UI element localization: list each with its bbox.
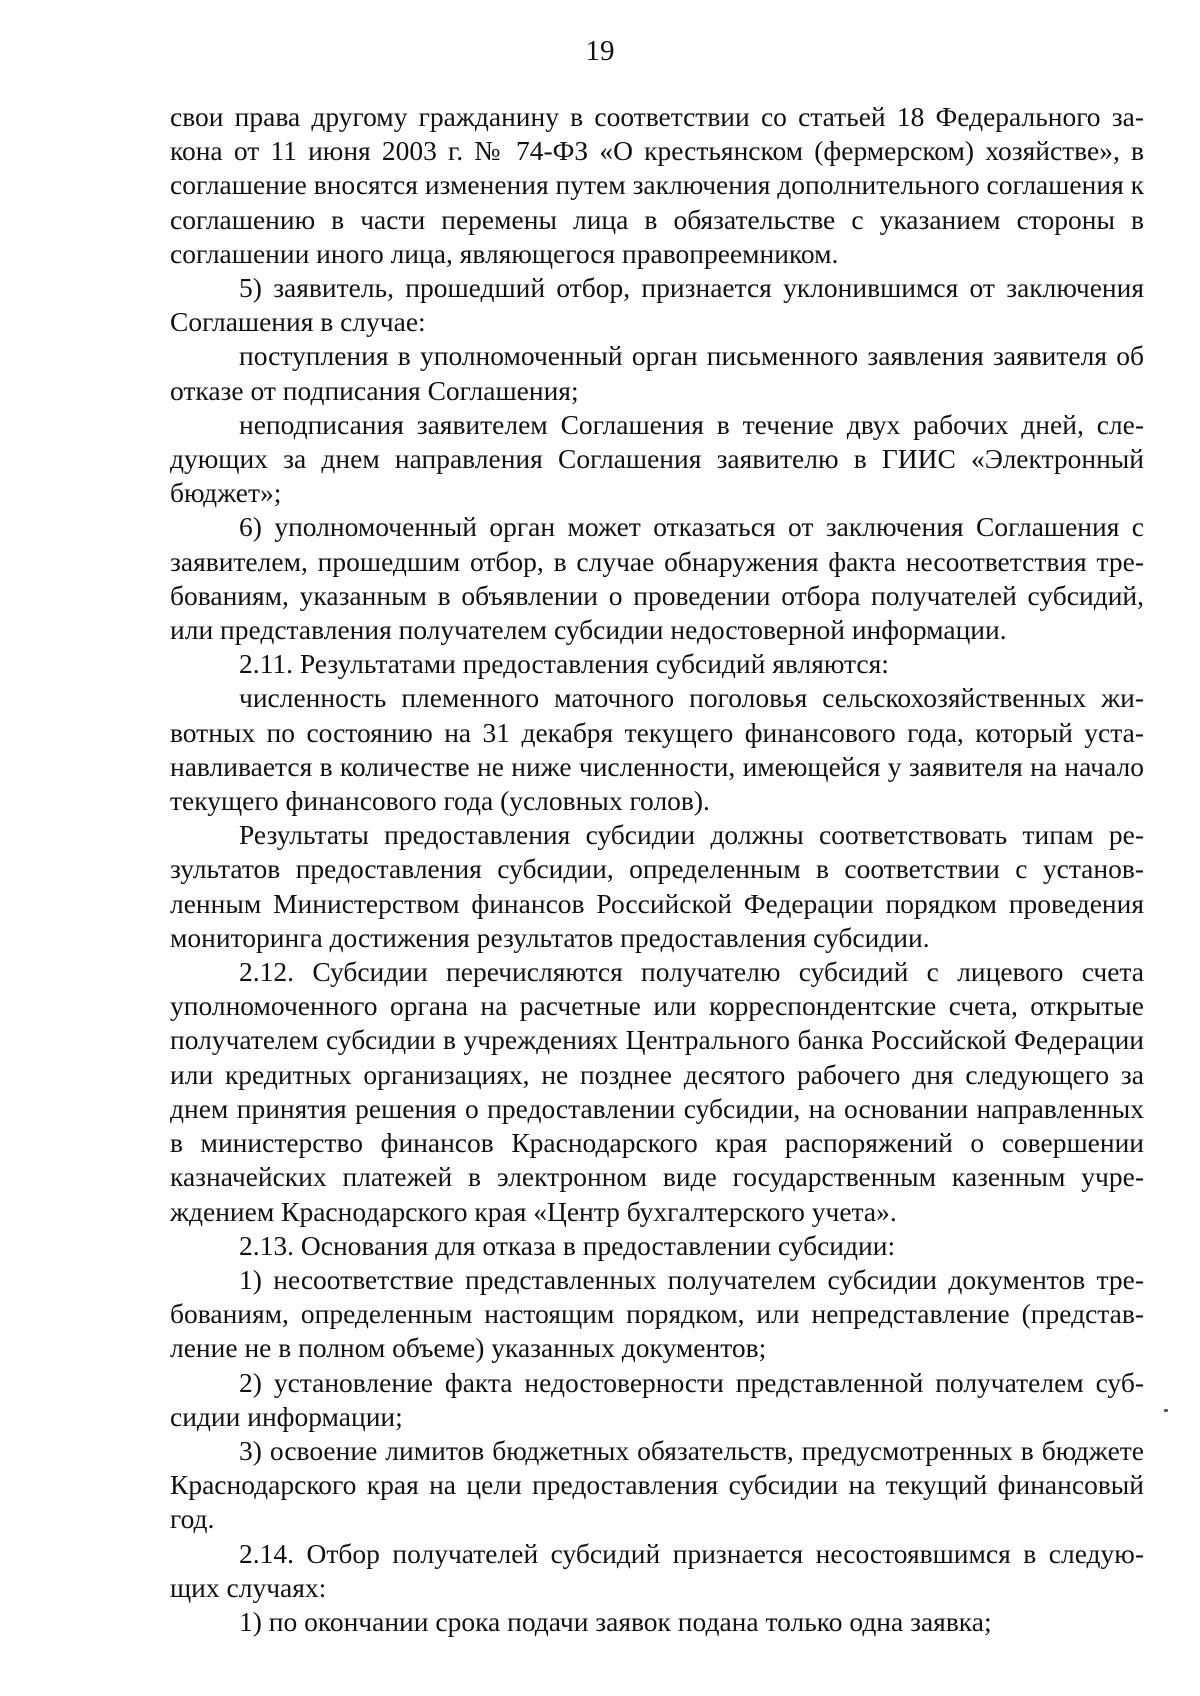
section-2-13-heading: 2.13. Основания для отказа в предоставлении субсидии: (239, 1229, 896, 1261)
paragraph-item-5-evasion: 5) заявитель, прошедший отбор, признается уклонившимся от заключения Соглашения в случае: (170, 272, 1144, 338)
paragraph-failed-selection-1: 1) по окончании срока подачи заявок подана только одна заявка; (239, 1605, 992, 1637)
scan-speck (1164, 1409, 1168, 1412)
page-number: 19 (585, 35, 615, 67)
paragraph-results-types: Результаты предоставления субсидии должны соответствовать типам результатов предоставления субсидии, определенным в соответствии с установленным Министерством финансов Российской Федерации порядком проведения мониторинга достижения результатов предоставления субсидии. (170, 819, 1144, 953)
section-2-11-heading: 2.11. Результатами предоставления субсидий являются: (239, 648, 889, 680)
paragraph-refusal-reason-2: 2) установление факта недостоверности представленной получателем субсидии информации; (170, 1366, 1144, 1432)
document-body (170, 100, 1144, 1639)
section-2-12: 2.12. Субсидии перечисляются получателю субсидий с лицевого счета уполномоченного органа на расчетные или корреспондентские счета, открытые получателем субсидии в учреждениях Центрального банка Российской Федерации или кредитных организациях, не позднее десятого рабочего дня следующего за днем принятия решения о предоставлении субсидии, на основании направленных в министерство финансов Краснодарского края распоряжений о совершении казначейских платежей в электронном виде государственным казенным учреждением Краснодарского края «Центр бухгалтерского учета». (170, 956, 1144, 1227)
paragraph-livestock-count: численность племенного маточного поголовья сельскохозяйственных животных по состоянию на 31 декабря текущего финансового года, который устанавливается в количестве не ниже численности, имеющейся у заявителя на начало текущего финансового года (условных голов). (170, 682, 1144, 817)
paragraph-item-6-refusal: 6) уполномоченный орган может отказаться от заключения Соглашения с заявителем, прошедшим отбор, в случае обнаружения факта несоответствия требованиям, указанным в объявлении о проведении отбора получателей субсидий, или представления получателем субсидии недостоверной информации. (170, 511, 1144, 646)
section-2-14-heading: 2.14. Отбор получателей субсидий признается несостоявшимся в следующих случаях: (170, 1537, 1144, 1603)
paragraph-non-signing: неподписания заявителем Соглашения в течение двух рабочих дней, следующих за днем направления Соглашения заявителю в ГИИС «Электронный бюджет»; (170, 408, 1144, 509)
paragraph-continuation: свои права другому гражданину в соответствии со статьей 18 Федерального закона от 11 июня 2003 г. № 74-ФЗ «О крестьянском (фермерском) хозяйстве», в соглашение вносятся изменения путем заключения дополнительного соглашения к соглашению в части перемены лица в обязательстве с указанием стороны в соглашении иного лица, являющегося правопреемником. (170, 101, 1144, 269)
paragraph-refusal-reason-3: 3) освоение лимитов бюджетных обязательств, предусмотренных в бюджете Краснодарского края на цели предоставления субсидии на текущий финансовый год. (170, 1434, 1144, 1535)
paragraph-refusal-reason-1: 1) несоответствие представленных получателем субсидии документов требованиям, определенным настоящим порядком, или непредставление (представление не в полном объеме) указанных документов; (170, 1263, 1144, 1364)
paragraph-refusal-application: поступления в уполномоченный орган письменного заявления заявителя об отказе от подписания Соглашения; (170, 340, 1144, 406)
